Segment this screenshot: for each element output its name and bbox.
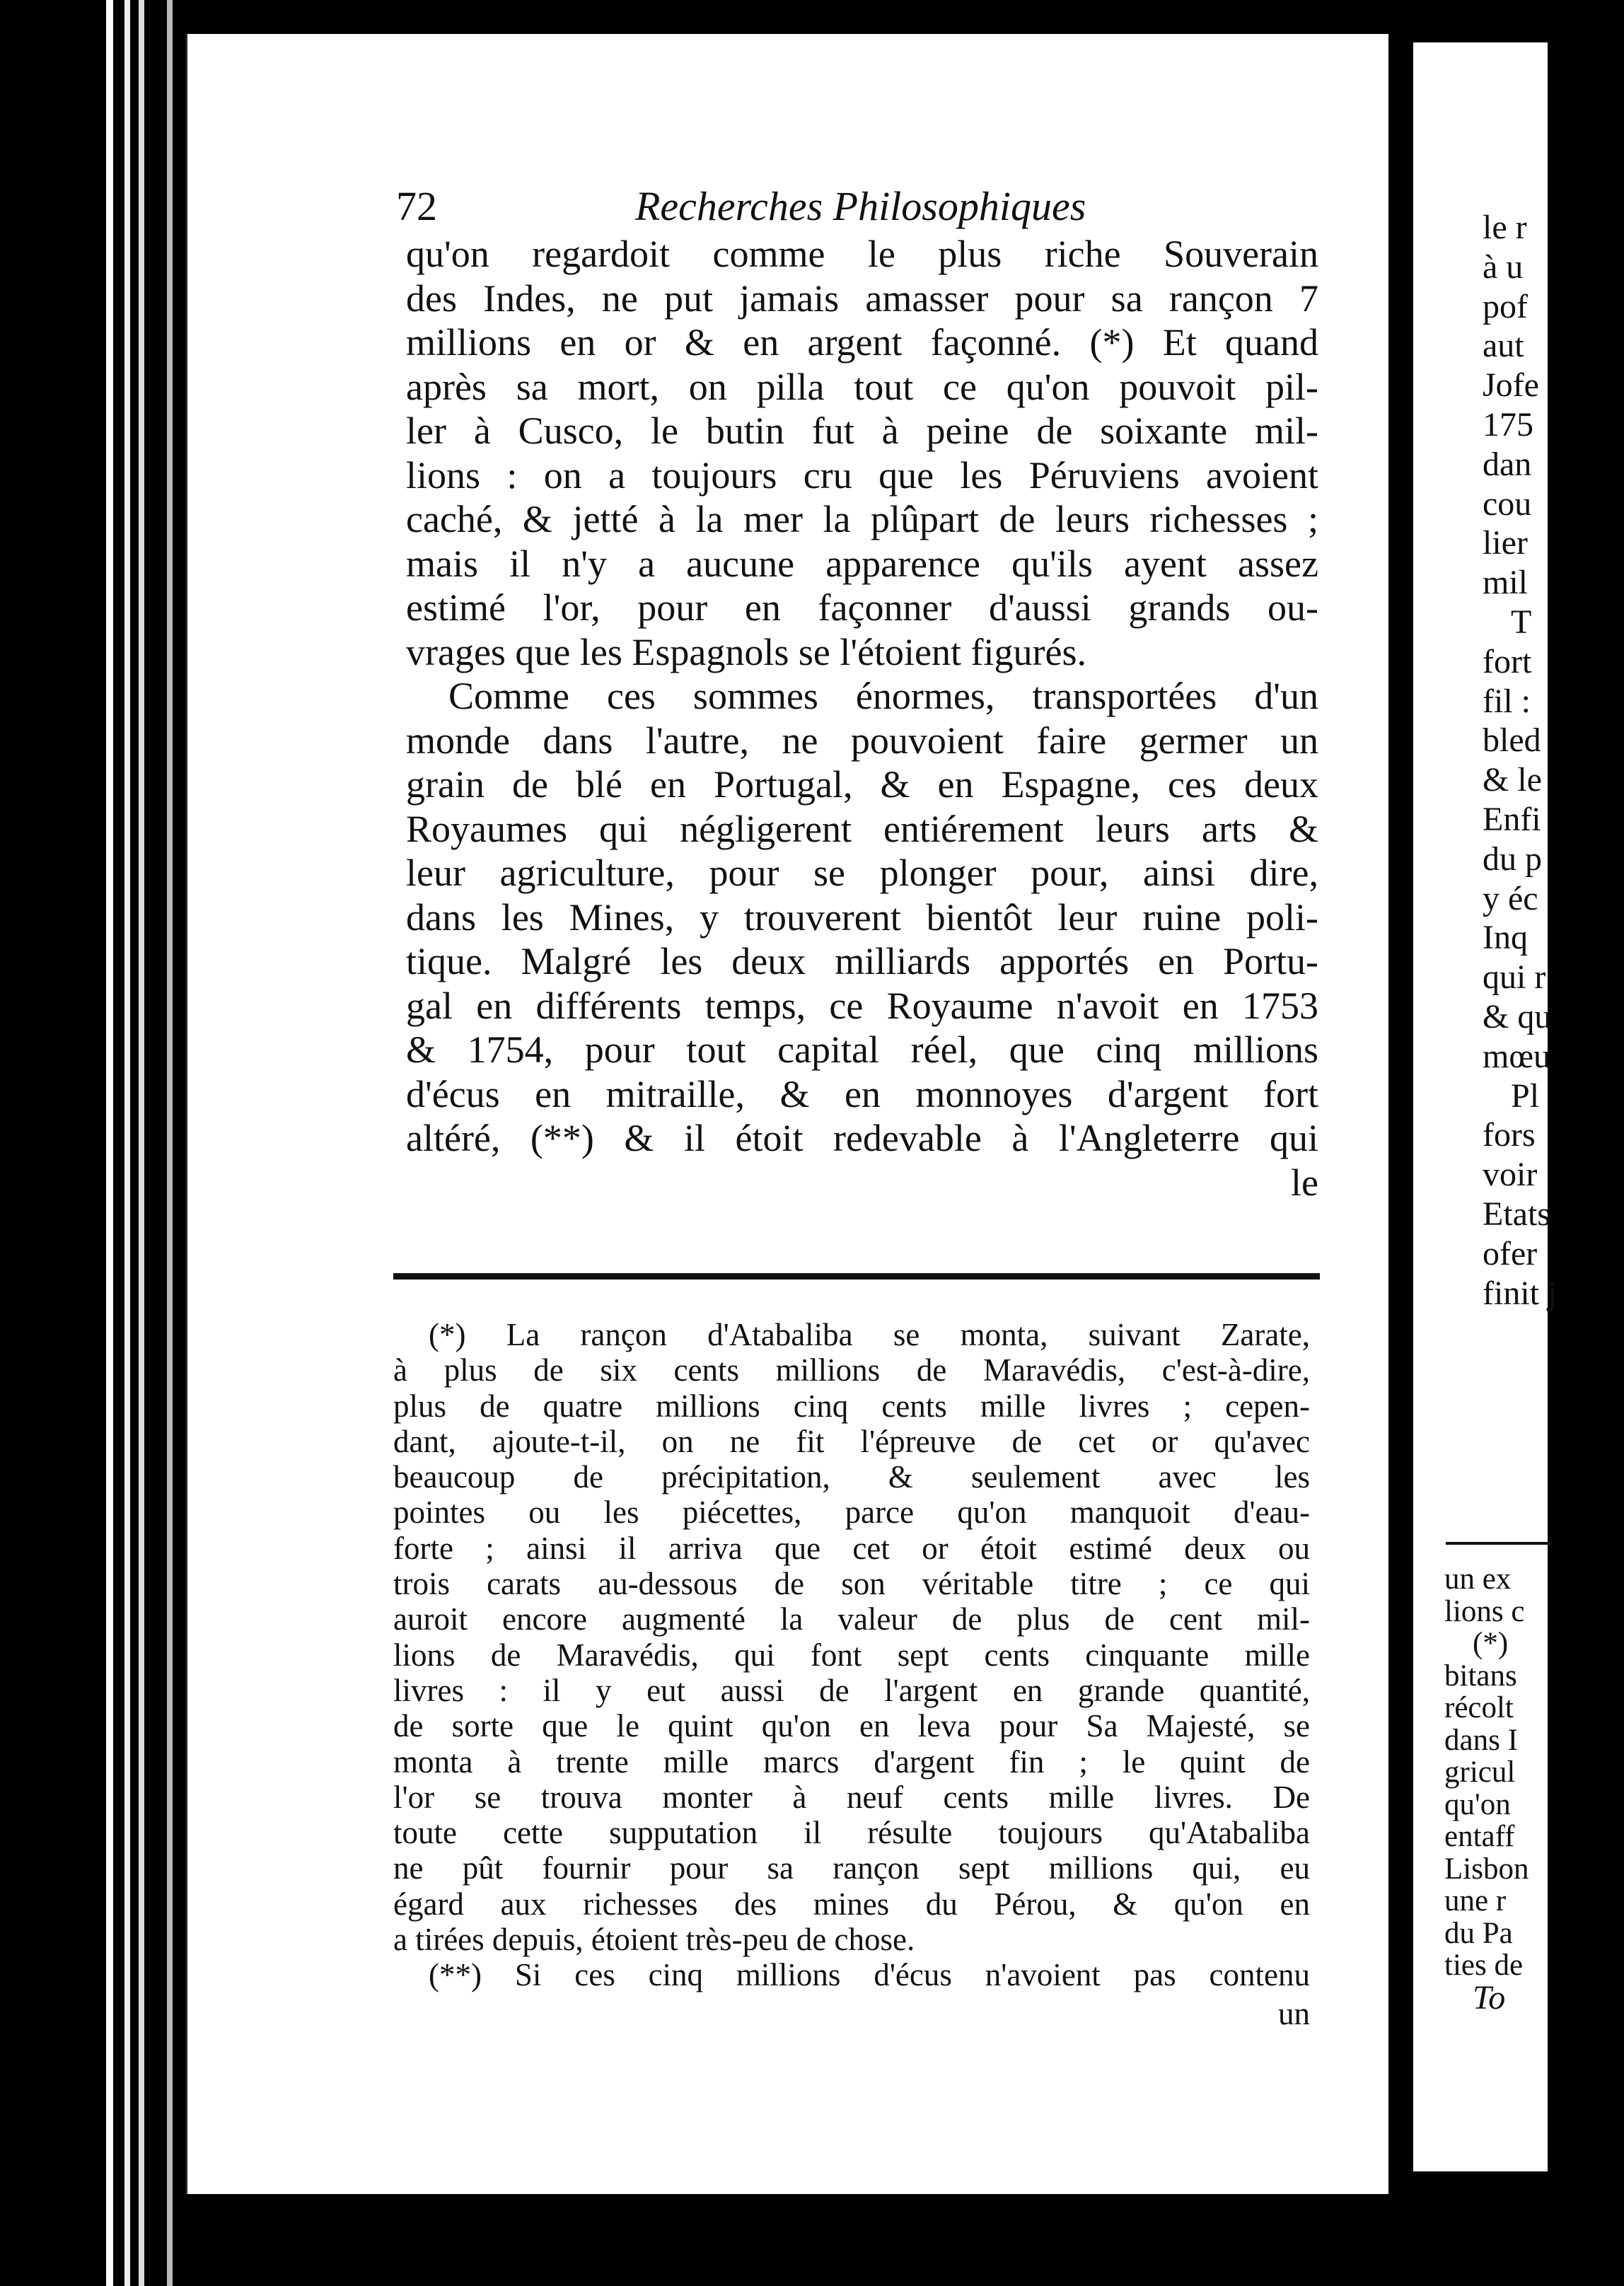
right-page-line: Inq <box>1483 919 1528 957</box>
right-page-line: dan <box>1483 445 1532 483</box>
right-page-line: qui r <box>1483 958 1546 997</box>
right-footnote-line: une r <box>1444 1884 1507 1917</box>
running-title: Recherches Philosophiques <box>635 183 1086 229</box>
right-page-line: mil <box>1483 564 1529 602</box>
right-footnote-line: To <box>1473 1978 1506 2017</box>
body-catchword: le <box>1291 1161 1318 1204</box>
body-line: millions en or & en argent façonné. (*) Et quand <box>406 321 1318 364</box>
footnote-line: (*) La rançon d'Atabaliba se monta, suivant Zarate, <box>429 1317 1310 1352</box>
right-footnote-line: un ex <box>1444 1562 1512 1596</box>
body-line: Royaumes qui négligerent entiérement leurs arts & <box>406 807 1318 850</box>
right-page-text <box>1483 208 1624 1313</box>
right-page-line: aut <box>1483 327 1524 365</box>
body-line: des Indes, ne put jamais amasser pour sa rançon 7 <box>406 277 1318 320</box>
footnote-line: trois carats au-dessous de son véritable titre ; ce qui <box>393 1566 1310 1602</box>
right-page-line: finit j <box>1483 1274 1558 1312</box>
footnote-line: l'or se trouva monter à neuf cents mille livres. De <box>393 1779 1310 1815</box>
right-page-footnotes <box>1444 1562 1586 2017</box>
body-line: leur agriculture, pour se plonger pour, ainsi dire, <box>406 852 1318 894</box>
right-page-line: pof <box>1483 287 1528 325</box>
footnote-line: auroit encore augmenté la valeur de plus de cent mil- <box>393 1601 1310 1637</box>
body-line: gal en différents temps, ce Royaume n'avoit en 1753 <box>406 984 1318 1027</box>
footnote-line: beaucoup de précipitation, & seulement avec les <box>393 1459 1310 1495</box>
body-line: ler à Cusco, le butin fut à peine de soixante mil- <box>406 410 1318 452</box>
right-page-line: fort <box>1483 642 1532 680</box>
right-page-line: Jofe <box>1483 366 1539 405</box>
footnote-line: a tirées depuis, étoient très-peu de chose. <box>393 1922 915 1958</box>
right-page <box>1413 42 1558 2171</box>
right-footnote-line: lions c <box>1444 1594 1525 1628</box>
footnote-line: livres : il y eut aussi de l'argent en grande quantité, <box>393 1672 1310 1708</box>
body-line: qu'on regardoit comme le plus riche Souverain <box>406 233 1318 275</box>
footnote-line: forte ; ainsi il arriva que cet or étoit estimé deux ou <box>393 1530 1310 1566</box>
right-page-line: y éc <box>1483 879 1538 917</box>
body-line: dans les Mines, y trouverent bientôt leur ruine poli- <box>406 895 1318 939</box>
footnotes <box>393 1317 1310 2031</box>
right-page-line: fil : <box>1483 682 1531 720</box>
footnote-line: toute cette supputation il résulte toujours qu'Atabaliba <box>393 1815 1310 1851</box>
body-line: mais il n'y a aucune apparence qu'ils ayent assez <box>406 542 1318 585</box>
footnote-line: dant, ajoute-t-il, on ne fit l'épreuve de cet or qu'avec <box>393 1423 1310 1459</box>
body-line: d'écus en mitraille, & en monnoyes d'argent fort <box>406 1072 1318 1115</box>
body-line: tique. Malgré les deux milliards apportés en Portu- <box>406 940 1318 982</box>
page-number: 72 <box>396 183 437 229</box>
right-page-line: Enfi <box>1483 800 1541 838</box>
footnote-line: égard aux richesses des mines du Pérou, & qu'on en <box>393 1886 1310 1922</box>
body-line: grain de blé en Portugal, & en Espagne, ces deux <box>406 763 1318 806</box>
footnote-line: monta à trente mille marcs d'argent fin ; le quint de <box>393 1743 1310 1780</box>
body-text <box>406 232 1318 1205</box>
footnote-rule <box>393 1273 1320 1280</box>
right-page-line: le r <box>1483 209 1527 246</box>
body-line: lions : on a toujours cru que les Péruviens avoient <box>406 453 1318 497</box>
right-footnote-line: (*) <box>1473 1627 1509 1660</box>
body-line: après sa mort, on pilla tout ce qu'on pouvoit pil- <box>406 365 1318 408</box>
right-page-line: 175 <box>1483 405 1533 443</box>
right-page-line: mœu <box>1483 1037 1550 1075</box>
footnote-line: pointes ou les piécettes, parce qu'on manquoit d'eau- <box>393 1495 1310 1531</box>
right-page-line: à u <box>1483 248 1524 286</box>
right-footnote-line: gricul <box>1444 1756 1516 1789</box>
right-page-line: & le <box>1483 761 1542 799</box>
right-page-line: fors <box>1483 1116 1536 1154</box>
right-page-line: ofer <box>1483 1234 1538 1272</box>
body-line: Comme ces sommes énormes, transportées d'un <box>448 675 1318 717</box>
body-line: altéré, (**) & il étoit redevable à l'Angleterre qui <box>406 1117 1318 1159</box>
footnote-line: plus de quatre millions cinq cents mille livres ; cepen- <box>393 1388 1310 1424</box>
body-line: & 1754, pour tout capital réel, que cinq millions <box>406 1028 1318 1071</box>
right-footnote-line: entaff <box>1444 1820 1515 1853</box>
right-footnote-line: récolt <box>1444 1691 1514 1724</box>
right-page-line: Pl <box>1511 1077 1540 1115</box>
right-page-line: du p <box>1483 840 1542 878</box>
right-page-line: bled <box>1483 721 1541 760</box>
right-page-line: cou <box>1483 485 1532 523</box>
right-page-line: voir <box>1483 1156 1538 1194</box>
footnote-line: lions de Maravédis, qui font sept cents cinquante mille <box>393 1637 1310 1673</box>
body-line: caché, & jetté à la mer la plûpart de leurs richesses ; <box>406 498 1318 540</box>
right-footnote-rule <box>1446 1542 1552 1545</box>
right-footnote-line: Lisbon <box>1444 1852 1529 1886</box>
body-line: monde dans l'autre, ne pouvoient faire germer un <box>406 719 1318 762</box>
right-footnote-line: bitans <box>1444 1659 1517 1693</box>
right-page-line: T <box>1511 603 1532 641</box>
right-footnote-line: qu'on <box>1444 1787 1511 1821</box>
right-footnote-line: ties de <box>1444 1949 1524 1982</box>
right-page-line: & qu <box>1483 997 1552 1035</box>
right-page-line: Etats <box>1483 1195 1550 1233</box>
book-binding <box>0 0 184 2286</box>
footnote-line: ne pût fournir pour sa rançon sept millions qui, eu <box>393 1850 1310 1886</box>
right-footnote-line: du Pa <box>1444 1916 1513 1950</box>
footnote-line: de sorte que le quint qu'on en leva pour Sa Majesté, se <box>393 1708 1310 1744</box>
footnote-line: à plus de six cents millions de Maravédis, c'est-à-dire, <box>393 1352 1310 1388</box>
body-line: vrages que les Espagnols se l'étoient figurés. <box>406 630 1086 673</box>
footnote-line: (**) Si ces cinq millions d'écus n'avoient pas contenu <box>429 1957 1310 1993</box>
body-line: estimé l'or, pour en façonner d'aussi grands ou- <box>406 586 1318 629</box>
right-page-line: lier <box>1483 524 1528 562</box>
right-footnote-line: dans I <box>1444 1723 1518 1757</box>
footnote-catchword: un <box>1278 1995 1310 2031</box>
